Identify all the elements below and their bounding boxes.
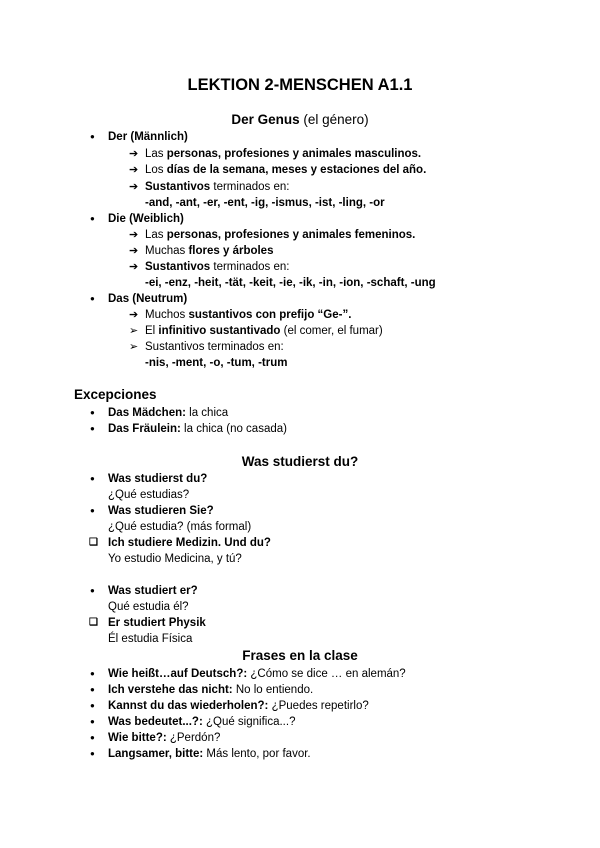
- die-item-3: ➔ Sustantivos terminados en:: [145, 260, 289, 274]
- der-item-1: ➔ Las personas, profesiones y animales masculinos.: [145, 147, 421, 161]
- page-title: LEKTION 2-MENSCHEN A1.1: [187, 76, 413, 94]
- das-item-3: ➢ Sustantivos terminados en:: [145, 340, 284, 354]
- answer-2-translation: Él estudia Física: [108, 633, 193, 645]
- question-2: ● Was studieren Sie?: [108, 504, 214, 518]
- frases-heading: Frases en la clase: [242, 648, 358, 663]
- question-3: ● Was studiert er?: [108, 584, 198, 598]
- frase-item-4: ● Was bedeutet...?: ¿Qué significa...?: [108, 715, 295, 729]
- answer-1-translation: Yo estudio Medicina, y tú?: [108, 553, 242, 565]
- der-item-3: ➔ Sustantivos terminados en:: [145, 180, 289, 194]
- genus-heading-note: (el género): [299, 112, 369, 127]
- question-1-translation: ¿Qué estudias?: [108, 489, 190, 501]
- die-endings: -ei, -enz, -heit, -tät, -keit, -ie, -ik, -in, -ion, -schaft, -ung: [145, 277, 436, 289]
- das-endings: -nis, -ment, -o, -tum, -trum: [145, 357, 288, 369]
- der-label: ● Der (Männlich): [108, 130, 188, 144]
- das-item-1: ➔ Muchos sustantivos con prefijo “Ge-”.: [145, 308, 351, 322]
- question-3-translation: Qué estudia él?: [108, 601, 189, 613]
- das-item-2: ➢ El infinitivo sustantivado (el comer, el fumar): [145, 324, 383, 338]
- die-item-2: ➔ Muchas flores y árboles: [145, 244, 273, 258]
- excepciones-heading: Excepciones: [74, 387, 157, 402]
- frase-item-5: ● Wie bitte?: ¿Perdón?: [108, 731, 220, 745]
- die-item-1: ➔ Las personas, profesiones y animales femeninos.: [145, 228, 415, 242]
- genus-heading-bold: Der Genus: [231, 112, 300, 127]
- studierst-heading: Was studierst du?: [241, 454, 359, 469]
- das-label: ● Das (Neutrum): [108, 292, 187, 306]
- frase-item-2: ● Ich verstehe das nicht: No lo entiendo.: [108, 683, 313, 697]
- answer-2: ❏ Er studiert Physik: [108, 616, 206, 630]
- frase-item-6: ● Langsamer, bitte: Más lento, por favor.: [108, 747, 311, 761]
- der-endings: -and, -ant, -er, -ent, -ig, -ismus, -ist, -ling, -or: [145, 197, 385, 209]
- die-label: ● Die (Weiblich): [108, 212, 184, 226]
- question-2-translation: ¿Qué estudia? (más formal): [108, 521, 252, 533]
- question-1: ● Was studierst du?: [108, 472, 207, 486]
- frase-item-1: ● Wie heißt…auf Deutsch?: ¿Cómo se dice … en alemán?: [108, 667, 406, 681]
- frase-item-3: ● Kannst du das wiederholen?: ¿Puedes repetirlo?: [108, 699, 369, 713]
- answer-1: ❏ Ich studiere Medizin. Und du?: [108, 536, 271, 550]
- der-item-2: ➔ Los días de la semana, meses y estaciones del año.: [145, 163, 426, 177]
- excepcion-item-2: ● Das Fräulein: la chica (no casada): [108, 422, 287, 436]
- excepcion-item-1: ● Das Mädchen: la chica: [108, 406, 228, 420]
- genus-heading: [0, 112, 600, 127]
